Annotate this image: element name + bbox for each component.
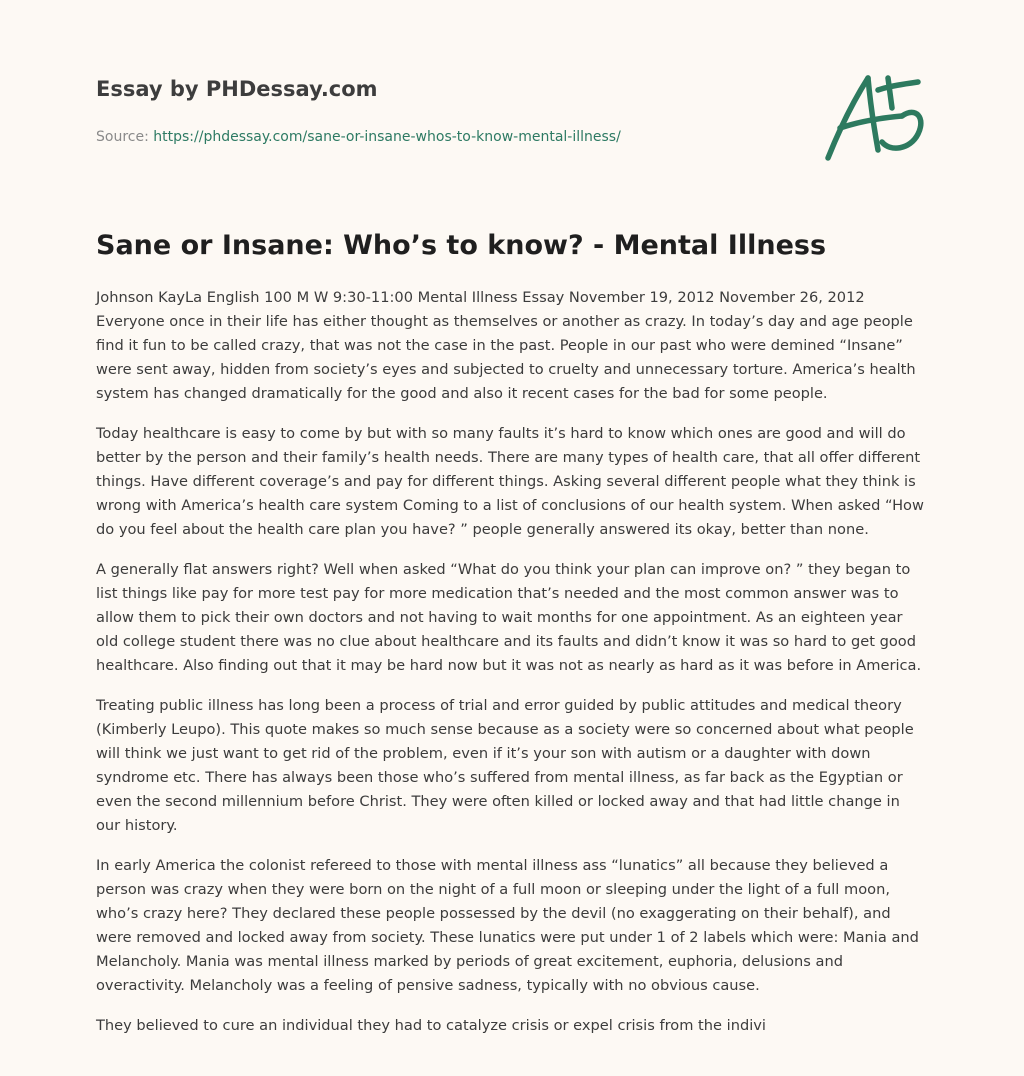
- a-plus-logo-svg: [818, 66, 928, 166]
- brand-title: Essay by PHDessay.com: [96, 77, 378, 101]
- document-header: [96, 74, 796, 147]
- essay-paragraph: They believed to cure an individual they had to catalyze crisis or expel crisis from the indivi: [96, 1017, 766, 1034]
- source-link[interactable]: https://phdessay.com/sane-or-insane-whos-to-know-mental-illness/: [153, 129, 621, 145]
- essay-paragraph: Treating public illness has long been a process of trial and error guided by public attitudes and medical theory (Kimberly Leupo). This quote makes so much sense because as a society were so concerned about what people will think we just want to get rid of the problem, even if it’s your son with autism or a daughter with down syndrome etc. There has always been those who’s suffered from mental illness, as far back as the Egyptian or even the second millennium before Christ. They were often killed or locked away and that had little change in our history.: [96, 697, 914, 834]
- source-line: [96, 127, 796, 147]
- essay-paragraph: Today healthcare is easy to come by but with so many faults it’s hard to know which ones are good and will do better by the person and their family’s health needs. There are many types of health care, that all offer different things. Have different coverage’s and pay for different things. Asking several different people what they think is wrong with America’s health care system Coming to a list of conclusions of our health system. When asked “How do you feel about the health care plan you have? ” people generally answered its okay, better than none.: [96, 425, 924, 538]
- essay-body: [96, 286, 928, 1054]
- essay-paragraph: A generally flat answers right? Well when asked “What do you think your plan can improve on? ” they began to list things like pay for more test pay for more medication that’s needed and the most common answer was to allow them to pick their own doctors and not having to wait months for one appointment. As an eighteen year old college student there was no clue about healthcare and its faults and didn’t know it was so hard to get good healthcare. Also finding out that it may be hard now but it was not as nearly as hard as it was before in America.: [96, 561, 922, 674]
- a-plus-icon: [818, 66, 928, 166]
- source-label: Source:: [96, 129, 149, 145]
- essay-paragraph: Johnson KayLa English 100 M W 9:30-11:00 Mental Illness Essay November 19, 2012 November 26, 2012 Everyone once in their life has either thought as themselves or another as crazy. In today’s day and age people find it fun to be called crazy, that was not the case in the past. People in our past who were demined “Insane” were sent away, hidden from society’s eyes and subjected to cruelty and unnecessary torture. America’s health system has changed dramatically for the good and also it recent cases for the bad for some people.: [96, 289, 916, 402]
- essay-title: Sane or Insane: Who’s to know? - Mental Illness: [96, 230, 827, 261]
- essay-paragraph: In early America the colonist refereed to those with mental illness ass “lunatics” all because they believed a person was crazy when they were born on the night of a full moon or sleeping under the light of a full moon, who’s crazy here? They declared these people possessed by the devil (no exaggerating on their behalf), and were removed and locked away from society. These lunatics were put under 1 of 2 labels which were: Mania and Melancholy. Mania was mental illness marked by periods of great excitement, euphoria, delusions and overactivity. Melancholy was a feeling of pensive sadness, typically with no obvious cause.: [96, 857, 919, 994]
